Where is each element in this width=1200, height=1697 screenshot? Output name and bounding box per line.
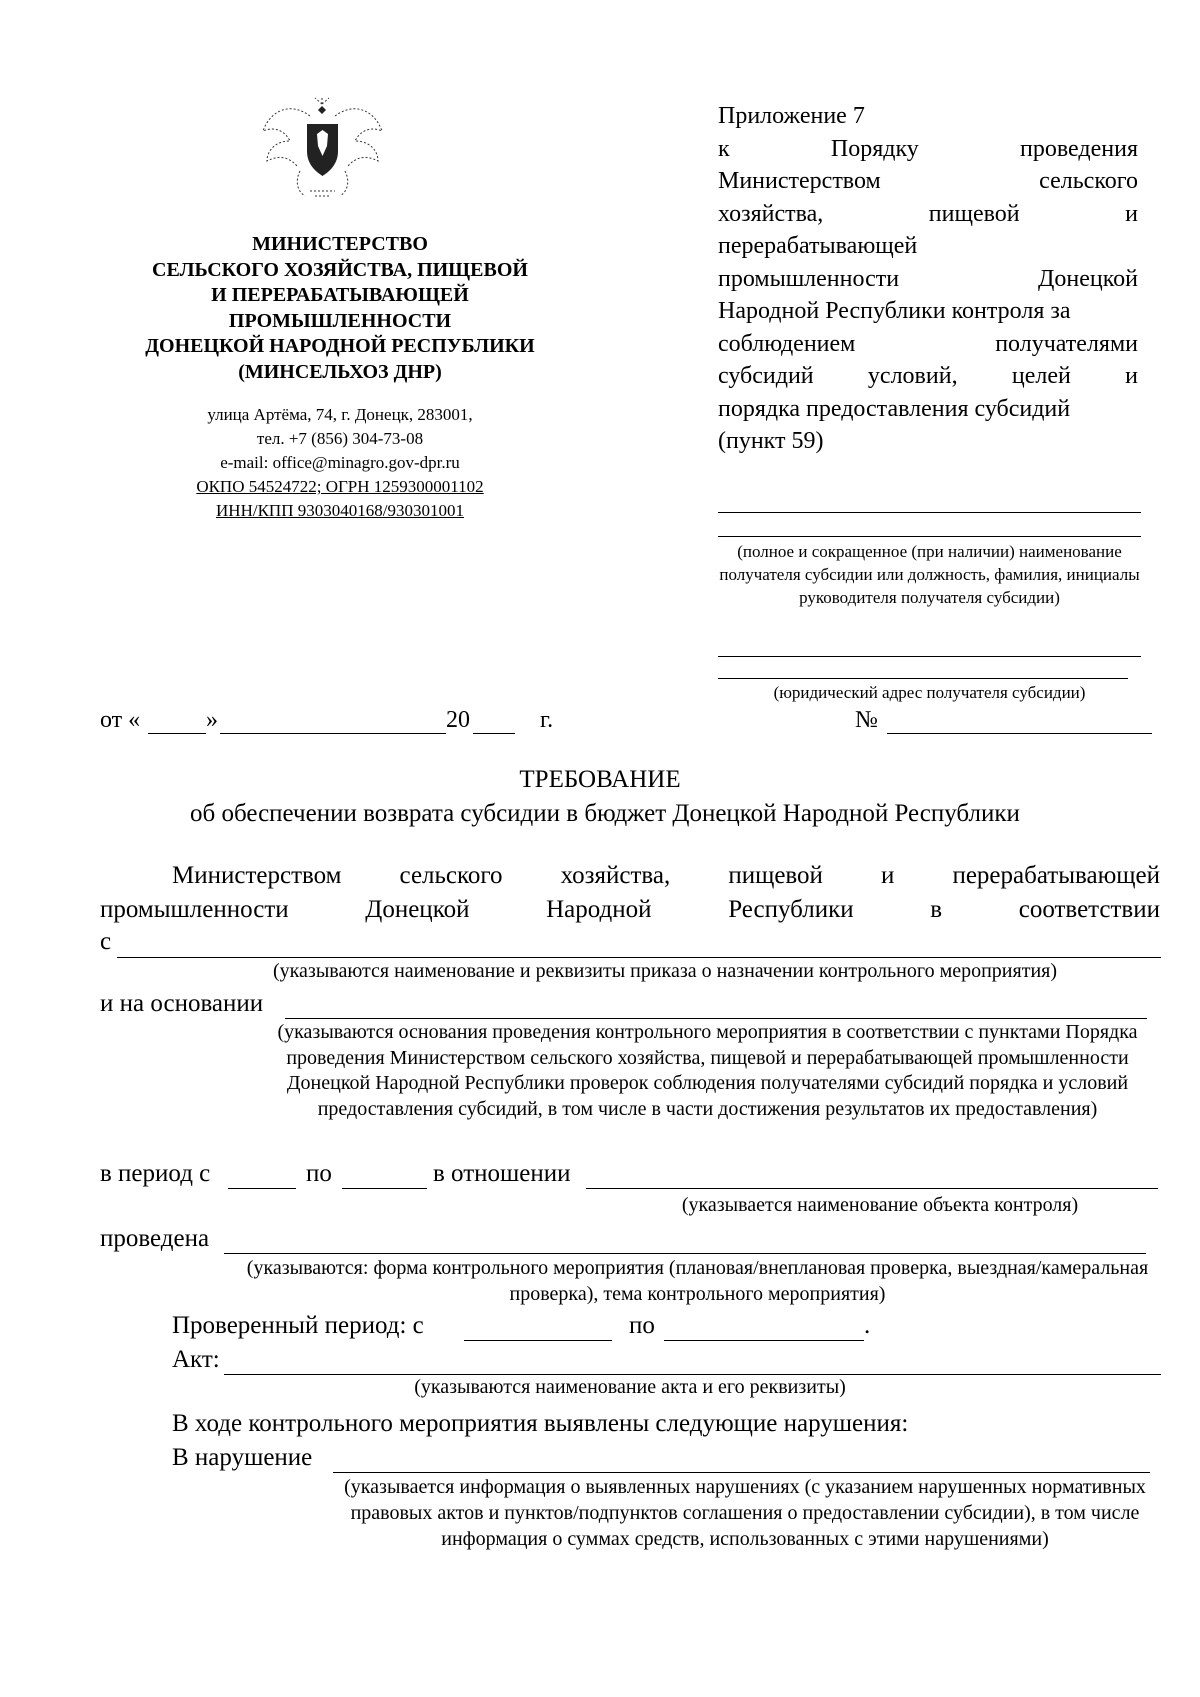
word: проведения xyxy=(1020,135,1138,162)
paragraph-c: с xyxy=(100,928,112,955)
annex-line xyxy=(718,263,1138,296)
word: промышленности xyxy=(718,265,900,292)
period-line xyxy=(100,1160,1160,1192)
okpo-ogrn: ОКПО 54524722; ОГРН 1259300001102 xyxy=(196,477,484,496)
date-year-field[interactable] xyxy=(473,709,515,734)
word: пищевой xyxy=(728,862,823,889)
word: сельского xyxy=(399,862,503,889)
number-sign: № xyxy=(855,707,878,733)
violations-intro: В ходе контрольного мероприятия выявлены следующие нарушения: xyxy=(172,1410,909,1437)
date-year-prefix: 20 xyxy=(446,707,470,733)
org-line: И ПЕРЕРАБАТЫВАЮЩЕЙ xyxy=(211,284,469,306)
phone: тел. +7 (856) 304-73-08 xyxy=(256,429,424,448)
violation-field[interactable] xyxy=(333,1472,1150,1473)
date-prefix: от « xyxy=(100,707,141,733)
checked-to-label: по xyxy=(629,1312,655,1339)
note-object: (указывается наименование объекта контроля) xyxy=(681,1194,1079,1216)
email: e-mail: office@minagro.gov-dpr.ru xyxy=(220,453,460,472)
date-day-field[interactable] xyxy=(148,709,206,734)
checked-from-field[interactable] xyxy=(464,1316,612,1341)
note-form: (указываются: форма контрольного мероприятия (плановая/внеплановая проверка, выездная/камеральная проверка), тема контрольного мероприятия) xyxy=(246,1257,1149,1305)
paragraph-line xyxy=(172,862,1160,890)
checked-to-field[interactable] xyxy=(664,1316,864,1341)
word: пищевой xyxy=(928,200,1020,227)
word: Народной xyxy=(546,896,652,923)
period-regarding-label: в отношении xyxy=(433,1160,571,1187)
word: сельского xyxy=(1039,168,1138,194)
document-subtitle: об обеспечении возврата субсидии в бюджет Донецкой Народной Республики xyxy=(190,800,1020,827)
recipient-name-line[interactable] xyxy=(718,512,1141,513)
note-act: (указываются наименование акта и его реквизиты) xyxy=(414,1376,846,1398)
word: промышленности xyxy=(100,896,289,923)
word: Республики xyxy=(728,896,854,923)
word: перерабатывающей xyxy=(952,862,1160,889)
annex-line xyxy=(718,360,1138,393)
word: и xyxy=(1125,363,1138,389)
annex-line xyxy=(718,133,1138,166)
word: в xyxy=(930,896,943,923)
act-field[interactable] xyxy=(224,1374,1161,1375)
annex-line xyxy=(718,328,1138,361)
word: Министерством xyxy=(172,862,342,889)
period-from-field[interactable] xyxy=(228,1164,296,1189)
date-quote: » xyxy=(206,707,218,733)
act-label: Акт: xyxy=(172,1346,220,1373)
note-basis: (указываются основания проведения контрольного мероприятия в соответствии с пунктами Порядка проведения Министерством сельского хозяйства, пищевой и перерабатывающей промышленности Донецкой Народной Республики проверок соблюдения получателями субсидий порядка и условий предоставления субсидий, в том числе в части достижения результатов их предоставления) xyxy=(277,1021,1138,1120)
inn-kpp: ИНН/КПП 9303040168/930301001 xyxy=(216,501,464,520)
basis-field[interactable] xyxy=(285,1018,1147,1019)
word: соответствии xyxy=(1018,896,1160,923)
recipient-note: (полное и сокращенное (при наличии) наименование получателя субсидии или должность, фамилия, инициалы руководителя получателя субсидии) xyxy=(719,542,1140,607)
checked-period-line xyxy=(172,1312,1072,1344)
word: хозяйства, xyxy=(718,200,824,227)
word: Министерством xyxy=(718,168,881,194)
period-to-label: по xyxy=(306,1160,332,1187)
conducted-field[interactable] xyxy=(224,1253,1146,1254)
word: целей xyxy=(1011,363,1071,389)
word: субсидий xyxy=(718,363,814,389)
date-line xyxy=(100,705,580,737)
annex-line: (пункт 59) xyxy=(718,428,824,454)
number-field[interactable] xyxy=(887,709,1152,734)
address-note: (юридический адрес получателя субсидии) xyxy=(773,683,1086,702)
period-to-field[interactable] xyxy=(342,1164,427,1189)
org-line: ПРОМЫШЛЕННОСТИ xyxy=(228,309,452,332)
annex-line: Народной Республики контроля за xyxy=(718,298,1071,324)
word: к xyxy=(718,135,730,162)
org-line: СЕЛЬСКОГО ХОЗЯЙСТВА, ПИЩЕВОЙ xyxy=(152,258,528,281)
number-line xyxy=(855,705,1155,737)
basis-label: и на основании xyxy=(100,990,264,1017)
word: получателями xyxy=(995,330,1138,357)
checked-end: . xyxy=(864,1312,871,1339)
conducted-label: проведена xyxy=(100,1225,210,1252)
annex-line: порядка предоставления субсидий xyxy=(718,395,1071,422)
control-object-field[interactable] xyxy=(586,1164,1158,1189)
word: Порядку xyxy=(830,135,919,162)
note-order: (указываются наименование и реквизиты приказа о назначении контрольного мероприятия) xyxy=(272,960,1058,982)
word: и xyxy=(881,862,895,889)
annex-line: перерабатывающей xyxy=(718,233,918,259)
word: Донецкой xyxy=(365,896,470,923)
annex-line xyxy=(718,165,1138,198)
coat-of-arms-emblem xyxy=(255,96,390,206)
annex-block xyxy=(718,100,1138,458)
checked-period-label: Проверенный период: с xyxy=(172,1312,424,1339)
word: и xyxy=(1125,200,1138,227)
annex-title: Приложение 7 xyxy=(718,103,865,129)
word: хозяйства, xyxy=(560,862,671,889)
org-line: (МИНСЕЛЬХОЗ ДНР) xyxy=(238,360,442,383)
organization-contacts xyxy=(95,403,585,523)
organization-name xyxy=(95,232,585,385)
org-line: МИНИСТЕРСТВО xyxy=(252,233,428,255)
word: Донецкой xyxy=(1038,265,1138,292)
recipient-address-line[interactable] xyxy=(718,656,1141,657)
address: улица Артёма, 74, г. Донецк, 283001, xyxy=(207,405,473,424)
date-year-suffix: г. xyxy=(540,707,554,733)
violation-label: В нарушение xyxy=(172,1444,313,1471)
annex-line xyxy=(718,198,1138,231)
paragraph-line xyxy=(100,896,1160,924)
note-violation: (указывается информация о выявленных нарушениях (с указанием нарушенных нормативных правовых актов и пунктов/подпунктов соглашения о предоставлении субсидии), в том числе информация о суммах средств, использованных с этими нарушениями) xyxy=(344,1476,1146,1550)
document-title: ТРЕБОВАНИЕ xyxy=(519,766,681,793)
recipient-address-line[interactable] xyxy=(718,678,1128,679)
org-line: ДОНЕЦКОЙ НАРОДНОЙ РЕСПУБЛИКИ xyxy=(145,335,535,357)
word: соблюдением xyxy=(718,330,856,357)
word: условий, xyxy=(867,363,958,389)
date-month-field[interactable] xyxy=(220,709,446,734)
recipient-name-line[interactable] xyxy=(718,536,1141,537)
period-from-label: в период с xyxy=(100,1160,211,1187)
